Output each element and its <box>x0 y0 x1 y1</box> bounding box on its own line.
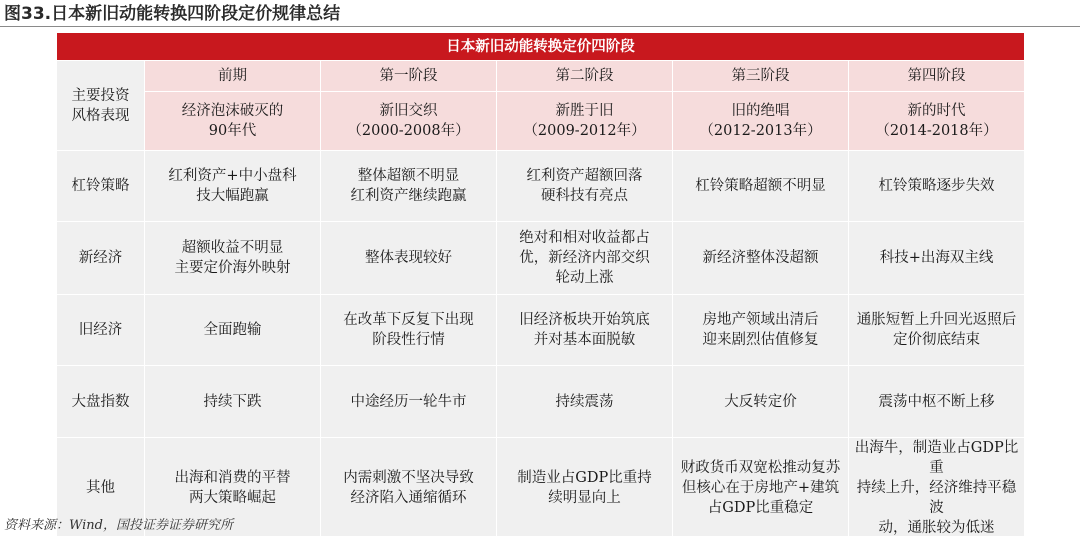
table-cell: 红利资产超额回落 硬科技有亮点 <box>497 151 673 222</box>
table-cell: 超额收益不明显 主要定价海外映射 <box>145 222 321 295</box>
era-cell <box>849 92 1025 151</box>
phase-header-row <box>57 61 1025 92</box>
era-period: （2000-2008年） <box>347 123 470 139</box>
row-label: 杠铃策略 <box>57 151 145 222</box>
table-cell: 新经济整体没超额 <box>673 222 849 295</box>
era-cell <box>321 92 497 151</box>
table-cell: 杠铃策略逐步失效 <box>849 151 1025 222</box>
era-cell <box>145 92 321 151</box>
row-label: 大盘指数 <box>57 366 145 438</box>
era-name: 新胜于旧 <box>555 103 614 119</box>
table-cell: 整体超额不明显 红利资产继续跑赢 <box>321 151 497 222</box>
phase-header: 第四阶段 <box>849 61 1025 92</box>
figure-title: 图33.日本新旧动能转换四阶段定价规律总结 <box>4 4 341 24</box>
table-banner: 日本新旧动能转换定价四阶段 <box>57 33 1025 61</box>
table-cell: 房地产领域出清后 迎来剧烈估值修复 <box>673 295 849 366</box>
table-cell: 杠铃策略超额不明显 <box>673 151 849 222</box>
era-period: （2014-2018年） <box>875 123 998 139</box>
table-cell: 整体表现较好 <box>321 222 497 295</box>
row-new-economy <box>57 222 1025 295</box>
row-barbell-strategy <box>57 151 1025 222</box>
era-name: 经济泡沫破灭的 <box>181 103 284 119</box>
table-cell: 中途经历一轮牛市 <box>321 366 497 438</box>
row-label: 新经济 <box>57 222 145 295</box>
row-label: 其他 <box>57 438 145 536</box>
table-cell: 旧经济板块开始筑底 并对基本面脱敏 <box>497 295 673 366</box>
era-name: 旧的绝唱 <box>731 103 790 119</box>
table-cell: 通胀短暂上升回光返照后 定价彻底结束 <box>849 295 1025 366</box>
phase-header: 前期 <box>145 61 321 92</box>
era-period: （2009-2012年） <box>523 123 646 139</box>
table-cell: 震荡中枢不断上移 <box>849 366 1025 438</box>
era-name: 新的时代 <box>907 103 966 119</box>
table-cell: 红利资产+中小盘科 技大幅跑赢 <box>145 151 321 222</box>
era-name: 新旧交织 <box>379 103 438 119</box>
table-cell: 持续下跌 <box>145 366 321 438</box>
era-period: （2012-2013年） <box>699 123 822 139</box>
row-header-style: 主要投资风格表现 <box>57 61 145 151</box>
table-cell: 制造业占GDP比重持 续明显向上 <box>497 438 673 536</box>
row-old-economy <box>57 295 1025 366</box>
era-period: 90年代 <box>208 123 257 139</box>
phase-header: 第二阶段 <box>497 61 673 92</box>
table-cell: 科技+出海双主线 <box>849 222 1025 295</box>
table-cell: 内需刺激不坚决导致 经济陷入通缩循环 <box>321 438 497 536</box>
phase-header: 第三阶段 <box>673 61 849 92</box>
table-cell: 大反转定价 <box>673 366 849 438</box>
title-divider <box>0 26 1080 27</box>
source-note: 资料来源：Wind，国投证券证券研究所 <box>4 518 233 533</box>
phase-header: 第一阶段 <box>321 61 497 92</box>
era-row <box>57 92 1025 151</box>
table-cell: 在改革下反复下出现 阶段性行情 <box>321 295 497 366</box>
era-cell <box>497 92 673 151</box>
row-market-index <box>57 366 1025 438</box>
table-cell: 持续震荡 <box>497 366 673 438</box>
table-banner-row <box>57 33 1025 61</box>
era-cell <box>673 92 849 151</box>
table-cell: 财政货币双宽松推动复苏 但核心在于房地产+建筑 占GDP比重稳定 <box>673 438 849 536</box>
table-cell: 出海和消费的平替 两大策略崛起 <box>145 438 321 536</box>
summary-table <box>56 32 1025 536</box>
row-label: 旧经济 <box>57 295 145 366</box>
table-cell: 出海牛，制造业占GDP比重 持续上升，经济维持平稳波 动，通胀较为低迷 <box>849 438 1025 536</box>
table-cell: 全面跑输 <box>145 295 321 366</box>
table-cell: 绝对和相对收益都占 优，新经济内部交织 轮动上涨 <box>497 222 673 295</box>
